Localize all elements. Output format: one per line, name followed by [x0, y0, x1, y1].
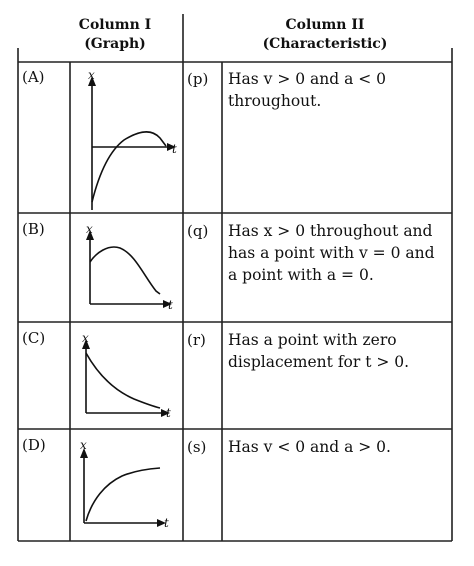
row-p-code: (p)	[187, 70, 209, 88]
graph-b	[86, 230, 172, 308]
row-q-text: Has x > 0 throughout and has a point with v = 0 and a point with a = 0.	[228, 222, 435, 284]
row-q-code: (q)	[187, 222, 209, 240]
row-r-code: (r)	[187, 331, 206, 349]
row-s-code: (s)	[187, 438, 207, 456]
graph-a-x-label: x	[88, 68, 95, 82]
column-2-header	[235, 16, 415, 54]
graph-b-t-label: t	[168, 298, 173, 312]
row-a-label: (A)	[22, 68, 45, 86]
row-b-label: (B)	[22, 220, 45, 238]
graph-c-t-label: t	[166, 406, 171, 420]
column-1-title: Column I	[78, 17, 152, 33]
column-1-header	[60, 16, 170, 54]
column-2-subtitle: (Characteristic)	[262, 36, 388, 52]
row-s-text: Has v < 0 and a > 0.	[228, 438, 391, 456]
graph-d-t-label: t	[164, 516, 169, 530]
graph-c-x-label: x	[82, 331, 89, 345]
graph-a	[88, 76, 176, 210]
row-d-label: (D)	[22, 436, 46, 454]
row-c-label: (C)	[22, 329, 46, 347]
graph-d	[80, 448, 166, 527]
graph-c	[82, 339, 170, 417]
graph-d-x-label: x	[80, 438, 87, 452]
row-r-text: Has a point with zero displacement for t > 0.	[228, 331, 410, 371]
graph-b-x-label: x	[86, 222, 93, 236]
column-2-title: Column II	[285, 17, 365, 33]
column-1-subtitle: (Graph)	[84, 36, 146, 52]
row-p-text: Has v > 0 and a < 0 throughout.	[228, 70, 387, 110]
graph-a-t-label: t	[172, 142, 177, 156]
